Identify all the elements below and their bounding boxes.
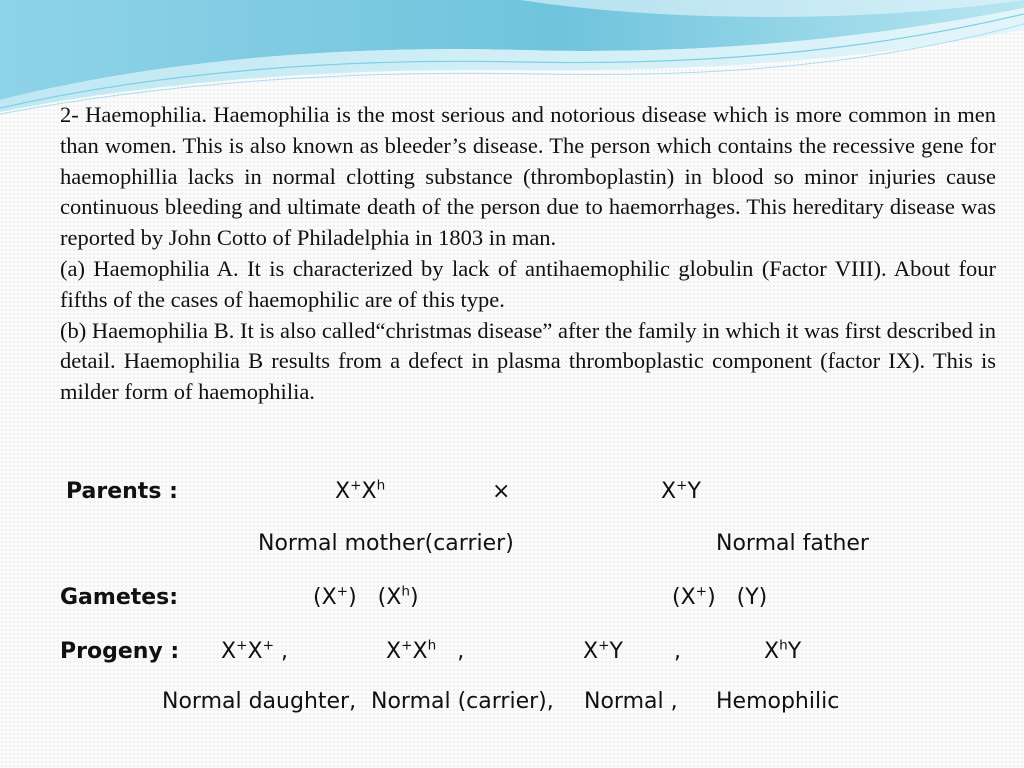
- progeny-genotype-2: $X^+X^h$ ,: [386, 637, 465, 664]
- progeny-label-carrier: Normal (carrier),: [371, 689, 554, 714]
- father-genotype: X+Y: [661, 477, 701, 504]
- paragraph-haemophilia-a: (a) Haemophilia A. It is characterized by lack of antihaemophilic globulin (Factor VIII). About four fifths of the cases of haemophilic are of this type.: [60, 255, 996, 312]
- progeny-label-hemophilic: Hemophilic: [716, 689, 840, 714]
- progeny-genotype-1: X+X+ ,: [221, 637, 288, 664]
- cross-symbol: ×: [492, 479, 511, 504]
- progeny-label: Progeny :: [60, 639, 180, 664]
- mother-gametes: (X+) $(X^h)$: [313, 583, 419, 610]
- progeny-separator: ,: [674, 639, 681, 664]
- haemophilia-text: [60, 100, 996, 408]
- father-gametes: (X+) (Y): [672, 583, 768, 610]
- progeny-label-normal: Normal ,: [584, 689, 678, 714]
- parents-label: Parents :: [66, 479, 178, 504]
- mother-genotype: $X^+X^h$: [335, 477, 386, 504]
- father-label: Normal father: [716, 531, 869, 556]
- paragraph-intro: 2- Haemophilia. Haemophilia is the most serious and notorious disease which is more common in men than women. This is also known as bleeder’s disease. The person which contains the recessive gene for haemophillia lacks in normal clotting substance (thromboplastin) in blood so minor injuries cause continuous bleeding and ultimate death of the person due to haemorrhages. This hereditary disease was reported by John Cotto of Philadelphia in 1803 in man.: [60, 102, 996, 251]
- progeny-genotype-4: $X^hY$: [764, 637, 802, 664]
- mother-label: Normal mother(carrier): [258, 531, 514, 556]
- paragraph-haemophilia-b: (b) Haemophilia B. It is also called“christmas disease” after the family in which it was first described in detail. Haemophilia B results from a defect in plasma thromboplastic component (factor IX). This is milder form of haemophilia.: [60, 317, 996, 405]
- progeny-genotype-3: X+Y: [583, 637, 623, 664]
- gametes-label: Gametes:: [60, 585, 179, 610]
- progeny-label-normal-daughter: Normal daughter,: [162, 689, 357, 714]
